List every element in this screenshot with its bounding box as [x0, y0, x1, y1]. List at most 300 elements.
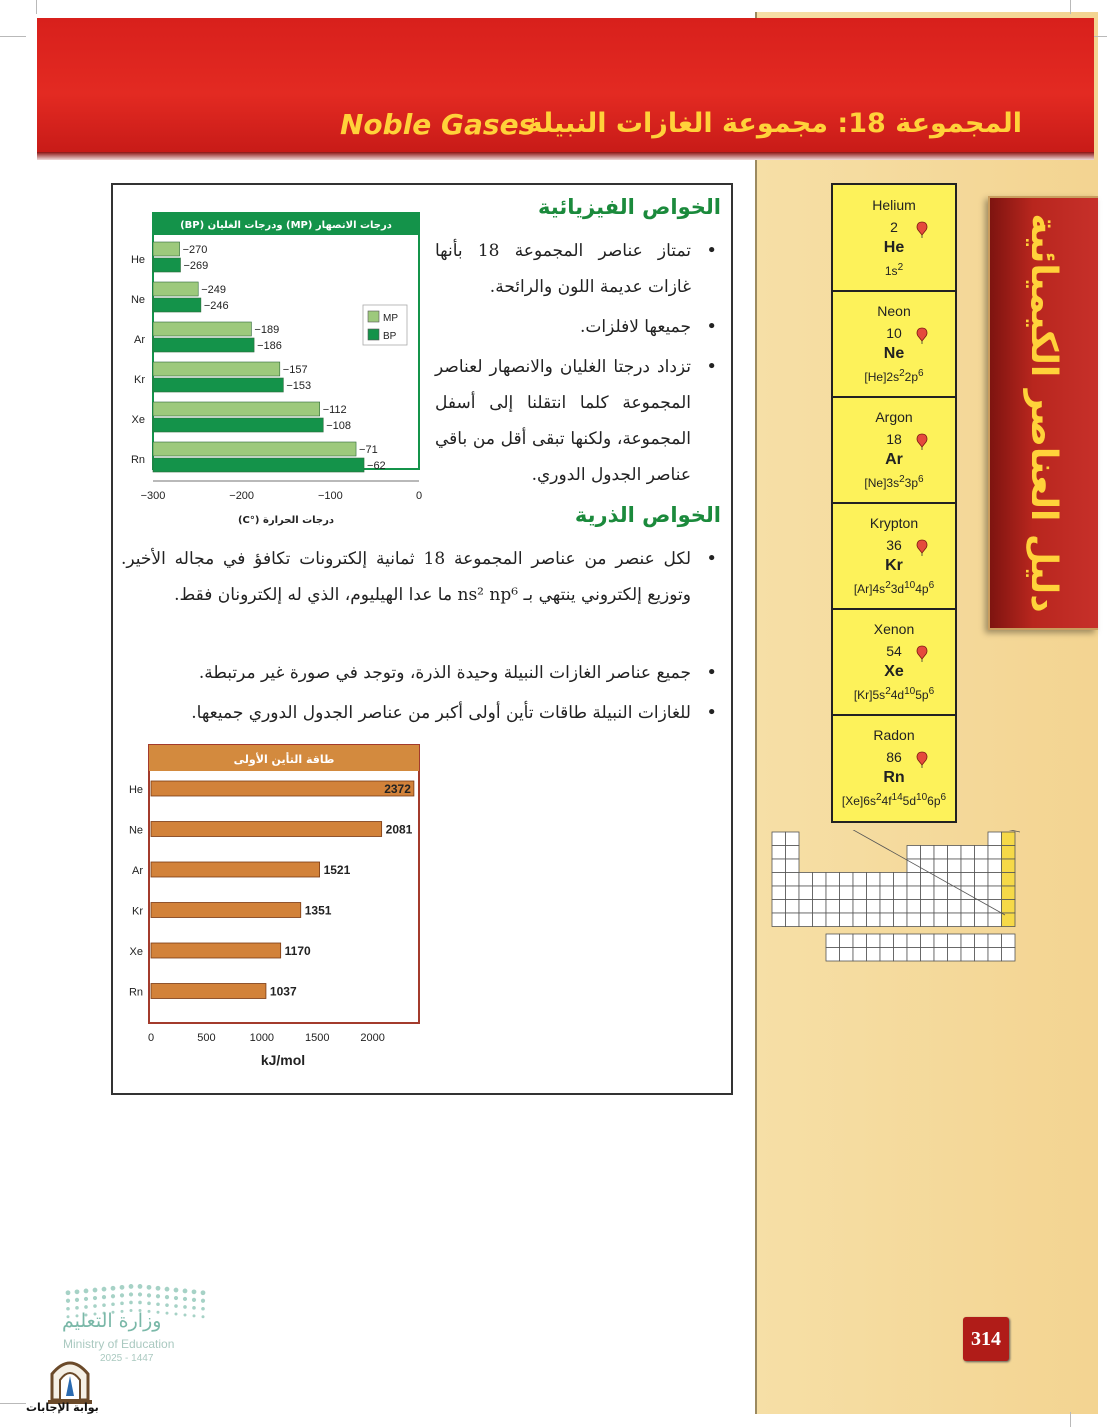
logo-dot — [84, 1289, 89, 1294]
periodic-cell — [1002, 886, 1016, 900]
logo-dot — [93, 1288, 98, 1293]
logo-dot — [129, 1301, 133, 1305]
chart-title: درجات الانصهار (MP) ودرجات الغليان (BP) — [180, 220, 392, 231]
periodic-cell — [961, 886, 975, 900]
element-column — [831, 183, 957, 823]
periodic-cell — [880, 886, 894, 900]
chart-bar-bp — [153, 418, 323, 432]
gas-balloon-icon — [915, 433, 929, 451]
chart-bar — [151, 943, 281, 958]
periodic-cell — [840, 948, 854, 962]
periodic-cell — [880, 934, 894, 948]
legend-swatch-bp — [368, 329, 379, 340]
atomic-bullet — [121, 655, 717, 691]
periodic-cell — [934, 934, 948, 948]
logo-dot — [102, 1303, 106, 1307]
chart-tick-label: 0 — [415, 490, 423, 502]
logo-dot — [111, 1286, 116, 1291]
periodic-cell — [934, 948, 948, 962]
element-name: Xenon — [873, 621, 915, 637]
periodic-cell — [961, 934, 975, 948]
bullet-dot: • — [706, 662, 717, 683]
bullet-text: تزداد درجتا الغليان والانصهار لعناصر المجموعة كلما انتقلنا إلى أسفل المجموعة، ولكنها تبقى أقل من باقي عناصر الجدول الدوري. — [435, 357, 691, 485]
periodic-cell — [840, 913, 854, 927]
periodic-cell — [1002, 859, 1016, 873]
chart-data-label: −189 — [254, 324, 280, 336]
logo-dot — [174, 1304, 178, 1308]
element-configuration: $[Kr]5s^24d^{10}5p^6$ — [853, 686, 935, 702]
chart-tick-label: 0 — [147, 1032, 155, 1044]
gas-balloon-icon — [915, 539, 929, 557]
element-name: Krypton — [869, 515, 919, 531]
chart-bar-bp — [153, 258, 180, 272]
periodic-cell — [988, 886, 1002, 900]
chart-bar-bp — [153, 458, 364, 472]
periodic-cell — [772, 873, 786, 887]
logo-dot — [192, 1306, 196, 1310]
ministry-name-arabic: وزارة التعليم — [62, 1310, 162, 1332]
periodic-cell — [867, 886, 881, 900]
periodic-cell — [934, 859, 948, 873]
chart-category-label: He — [128, 784, 143, 796]
periodic-cell — [907, 900, 921, 914]
chart-bar-bp — [153, 338, 254, 352]
chart-category-label: Ar — [134, 334, 145, 346]
periodic-cell — [786, 886, 800, 900]
logo-dot — [138, 1301, 142, 1305]
header-title-arabic: المجموعة 18: مجموعة الغازات النبيلة — [526, 108, 1022, 139]
chart-data-label: −246 — [203, 300, 229, 312]
chart-data-label: 1351 — [304, 903, 332, 918]
periodic-cell — [826, 913, 840, 927]
chart-legend — [363, 305, 407, 345]
chart-data-label: 1037 — [269, 984, 297, 999]
periodic-cell — [988, 913, 1002, 927]
periodic-cell — [948, 900, 962, 914]
periodic-cell — [934, 886, 948, 900]
logo-dot — [111, 1302, 115, 1306]
chart-tick-label: 2000 — [360, 1032, 385, 1044]
logo-dot — [102, 1295, 106, 1299]
chart-tick-label: −200 — [229, 490, 255, 502]
logo-dot — [192, 1298, 196, 1302]
ministry-name-english: Ministry of Education — [63, 1337, 175, 1351]
periodic-cell — [772, 832, 786, 846]
periodic-cell — [786, 900, 800, 914]
periodic-cell — [786, 873, 800, 887]
chart-data-label: −270 — [182, 244, 208, 256]
crop-mark — [0, 1403, 26, 1404]
chart-bar — [151, 862, 320, 877]
element-symbol: Kr — [885, 557, 903, 574]
logo-dot — [165, 1303, 169, 1307]
periodic-cell — [907, 913, 921, 927]
logo-dot — [120, 1285, 125, 1290]
element-configuration: $[Xe]6s^24f^{14}5d^{10}6p^6$ — [841, 792, 947, 808]
element-symbol: Ar — [885, 451, 903, 468]
periodic-cell — [921, 846, 935, 860]
periodic-cell — [867, 913, 881, 927]
atomic-properties-title: الخواص الذرية — [574, 503, 721, 527]
periodic-cell — [907, 934, 921, 948]
periodic-cell — [813, 886, 827, 900]
periodic-cell — [853, 886, 867, 900]
periodic-cell — [948, 948, 962, 962]
chart-data-label: −157 — [282, 364, 308, 376]
crop-mark — [0, 36, 26, 37]
periodic-cell — [961, 846, 975, 860]
periodic-cell — [921, 913, 935, 927]
bullet-dot: • — [706, 240, 717, 261]
periodic-cell — [948, 846, 962, 860]
periodic-cell — [826, 886, 840, 900]
logo-dot — [75, 1298, 79, 1302]
periodic-cell — [1002, 913, 1016, 927]
chart-data-label: 2372 — [384, 782, 411, 796]
periodic-cell — [975, 846, 989, 860]
periodic-cell — [961, 913, 975, 927]
periodic-table-thumbnail — [770, 830, 1020, 965]
periodic-cell — [826, 934, 840, 948]
element-configuration: $1s^2$ — [884, 262, 904, 278]
chart-category-label: Rn — [130, 454, 145, 466]
logo-dot — [84, 1297, 88, 1301]
periodic-cell — [867, 934, 881, 948]
periodic-cell — [772, 900, 786, 914]
logo-dot — [84, 1305, 88, 1309]
logo-dot — [193, 1314, 196, 1317]
crop-mark — [1070, 0, 1071, 14]
chart-data-label: −108 — [326, 420, 352, 432]
chart-category-label: He — [130, 254, 145, 266]
periodic-cell — [894, 913, 908, 927]
content-box — [111, 183, 733, 1095]
element-symbol: Xe — [884, 663, 904, 680]
periodic-cell — [921, 934, 935, 948]
element-name: Helium — [872, 197, 916, 213]
periodic-cell — [799, 900, 813, 914]
periodic-cell — [1002, 900, 1016, 914]
logo-dot — [66, 1290, 71, 1295]
crop-mark — [1070, 1412, 1071, 1427]
element-cell-xe — [833, 609, 955, 716]
bullet-dot: • — [706, 316, 717, 337]
gas-balloon-icon — [915, 751, 929, 769]
bullet-text: لكل عنصر من عناصر المجموعة 18 ثمانية إلكترونات تكافؤ في مجاله الأخير. وتوزيع إلكتروني ينتهي بـ ns² np⁶ ما عدا الهيليوم، الذي له إلكترونان فقط. — [121, 549, 691, 605]
periodic-cell — [961, 948, 975, 962]
periodic-cell — [988, 948, 1002, 962]
logo-dot — [102, 1287, 107, 1292]
legend-label-bp: BP — [383, 331, 397, 342]
logo-dot — [120, 1302, 124, 1306]
periodic-cell — [826, 873, 840, 887]
header-shadow — [37, 152, 1094, 160]
periodic-cell — [921, 859, 935, 873]
periodic-cell — [880, 873, 894, 887]
logo-dot — [138, 1292, 142, 1296]
periodic-cell — [853, 948, 867, 962]
periodic-cell — [786, 913, 800, 927]
periodic-cell — [988, 859, 1002, 873]
element-cell-ar — [833, 397, 955, 504]
periodic-cell — [786, 846, 800, 860]
periodic-cell — [907, 846, 921, 860]
atomic-bullet — [121, 695, 717, 731]
gas-balloon-icon — [915, 645, 929, 663]
bullet-dot: • — [706, 356, 717, 377]
periodic-cell — [826, 900, 840, 914]
periodic-cell — [1002, 948, 1016, 962]
periodic-cell — [975, 948, 989, 962]
periodic-cell — [786, 859, 800, 873]
periodic-cell — [894, 934, 908, 948]
logo-dot — [147, 1285, 152, 1290]
logo-dot — [201, 1307, 205, 1311]
periodic-cell — [975, 913, 989, 927]
periodic-cell — [975, 934, 989, 948]
logo-dot — [202, 1315, 205, 1318]
periodic-cell — [975, 886, 989, 900]
gas-balloon-icon — [915, 327, 929, 345]
element-number: 18 — [886, 431, 902, 447]
element-name: Radon — [873, 727, 915, 743]
logo-dot — [174, 1296, 178, 1300]
periodic-cell — [894, 948, 908, 962]
periodic-cell — [921, 873, 935, 887]
periodic-cell — [867, 873, 881, 887]
periodic-cell — [772, 846, 786, 860]
chart-category-label: Ar — [132, 865, 143, 877]
periodic-cell — [880, 948, 894, 962]
bullet-dot: • — [706, 702, 717, 723]
logo-dot — [147, 1293, 151, 1297]
bullet-text: جميع عناصر الغازات النبيلة وحيدة الذرة، وتوجد في صورة غير مرتبطة. — [198, 663, 691, 683]
periodic-cell — [921, 900, 935, 914]
periodic-cell — [1002, 934, 1016, 948]
periodic-cell — [867, 948, 881, 962]
logo-dot — [93, 1296, 97, 1300]
bullet-dot: • — [706, 548, 717, 569]
periodic-cell — [988, 934, 1002, 948]
periodic-cell — [921, 948, 935, 962]
periodic-cell — [840, 900, 854, 914]
chart-category-label: Xe — [131, 414, 145, 426]
chart-data-label: −71 — [359, 444, 378, 456]
bullet-text: جميعها لافلزات. — [579, 317, 691, 337]
periodic-cell — [840, 934, 854, 948]
periodic-cell — [988, 832, 1002, 846]
chart-xlabel: درجات الحرارة (°C) — [237, 515, 335, 526]
element-name: Neon — [877, 303, 911, 319]
periodic-cell — [1002, 832, 1016, 846]
chart-data-label: 1170 — [284, 944, 311, 958]
logo-dot — [111, 1294, 115, 1298]
periodic-cell — [907, 873, 921, 887]
bullet-text: للغازات النبيلة طاقات تأين أولى أكبر من عناصر الجدول الدوري جميعها. — [191, 703, 691, 723]
element-number: 54 — [886, 643, 902, 659]
logo-dot — [184, 1313, 187, 1316]
periodic-cell — [934, 913, 948, 927]
periodic-cell — [853, 900, 867, 914]
chart-title: طاقة التأين الأولى — [233, 753, 335, 766]
element-name: Argon — [875, 409, 913, 425]
logo-dot — [156, 1286, 161, 1291]
element-symbol: Ne — [883, 345, 905, 362]
header-title-english: Noble Gases — [340, 108, 536, 141]
physical-properties-title: الخواص الفيزيائية — [538, 195, 721, 219]
chart-tick-label: −300 — [140, 490, 166, 502]
periodic-cell — [880, 913, 894, 927]
periodic-cell — [975, 859, 989, 873]
periodic-cell — [961, 900, 975, 914]
periodic-cell — [813, 900, 827, 914]
periodic-cell — [961, 873, 975, 887]
chart-bar-mp — [153, 242, 180, 256]
periodic-cell — [826, 948, 840, 962]
chart-category-label: Ne — [128, 824, 143, 837]
page-number: 314 — [963, 1317, 1009, 1361]
periodic-cell — [988, 846, 1002, 860]
periodic-cell — [853, 934, 867, 948]
side-tab-label: دليل العناصر الكيميائية — [1023, 213, 1065, 613]
chart-data-label: −269 — [183, 260, 209, 272]
logo-dot — [183, 1297, 187, 1301]
element-symbol: He — [883, 239, 905, 256]
periodic-cell — [772, 859, 786, 873]
logo-dot — [192, 1289, 197, 1294]
chart-bar — [151, 903, 301, 918]
logo-dot — [165, 1295, 169, 1299]
periodic-cell — [840, 886, 854, 900]
chart-bar-mp — [153, 362, 280, 376]
logo-dot — [93, 1304, 97, 1308]
chart-tick-label: −100 — [317, 490, 343, 502]
element-cell-rn — [833, 715, 955, 820]
chart-tick-label: 500 — [197, 1032, 216, 1044]
periodic-cell — [894, 900, 908, 914]
periodic-cell — [948, 886, 962, 900]
logo-dot — [129, 1292, 133, 1296]
chart-data-label: −153 — [286, 380, 312, 392]
chart-tick-label: 1000 — [249, 1032, 275, 1044]
physical-bullet — [435, 309, 717, 345]
chart-bar-mp — [153, 442, 356, 456]
chart-xlabel: kJ/mol — [260, 1052, 306, 1068]
periodic-cell — [934, 900, 948, 914]
periodic-cell — [975, 873, 989, 887]
periodic-cell — [961, 859, 975, 873]
chart-category-label: Ne — [130, 294, 145, 306]
legend-swatch-mp — [368, 311, 379, 322]
logo-dot — [183, 1305, 187, 1309]
chart-bar-mp — [153, 282, 198, 296]
chart-category-label: Rn — [128, 986, 143, 999]
periodic-cell — [799, 913, 813, 927]
answers-gate-label: بوابة الإجابات — [26, 1401, 99, 1414]
element-configuration: $[He]2s^22p^6$ — [864, 368, 924, 384]
periodic-cell — [1002, 846, 1016, 860]
periodic-cell — [894, 873, 908, 887]
element-configuration: $[Ar]4s^23d^{10}4p^6$ — [853, 580, 935, 596]
logo-dot — [166, 1312, 169, 1315]
periodic-cell — [1002, 873, 1016, 887]
periodic-cell — [907, 886, 921, 900]
periodic-cell — [799, 886, 813, 900]
chart-tick-label: 1500 — [305, 1032, 330, 1044]
chart-data-label: −62 — [367, 460, 386, 472]
logo-dot — [165, 1287, 170, 1292]
bullet-text: تمتاز عناصر المجموعة 18 بأنها غازات عديمة اللون والرائحة. — [435, 241, 691, 297]
ionization-energy-chart — [127, 741, 427, 1081]
periodic-cell — [813, 913, 827, 927]
logo-dot — [66, 1299, 70, 1303]
chart-bar — [151, 822, 382, 837]
chart-data-label: −112 — [322, 404, 347, 416]
periodic-cell — [988, 873, 1002, 887]
periodic-cell — [772, 886, 786, 900]
legend-label-mp: MP — [383, 313, 398, 324]
periodic-cell — [948, 934, 962, 948]
melting-boiling-chart — [127, 209, 427, 539]
logo-dot — [129, 1284, 134, 1289]
periodic-cell — [948, 913, 962, 927]
chart-bar-mp — [153, 402, 320, 416]
chart-data-label: 2081 — [385, 822, 413, 837]
periodic-cell — [934, 846, 948, 860]
logo-dot — [201, 1290, 206, 1295]
chart-category-label: Kr — [132, 905, 143, 918]
logo-dot — [201, 1299, 205, 1303]
chart-data-label: 1521 — [323, 863, 351, 877]
periodic-cell — [799, 873, 813, 887]
logo-dot — [174, 1288, 179, 1293]
logo-dot — [75, 1289, 80, 1294]
periodic-cell — [853, 913, 867, 927]
element-number: 36 — [886, 537, 902, 553]
logo-dot — [120, 1293, 124, 1297]
logo-dot — [156, 1294, 160, 1298]
chart-data-label: −249 — [201, 284, 227, 296]
chart-bar — [151, 984, 266, 999]
periodic-cell — [894, 886, 908, 900]
logo-dot — [138, 1284, 143, 1289]
chart-category-label: Xe — [129, 946, 143, 958]
element-number: 2 — [890, 219, 898, 235]
chart-bar-mp — [153, 322, 251, 336]
logo-dot — [156, 1302, 160, 1306]
periodic-cell — [840, 873, 854, 887]
element-cell-kr — [833, 503, 955, 610]
element-number: 86 — [886, 749, 902, 765]
chart-bar-bp — [153, 298, 201, 312]
chart-bar-bp — [153, 378, 283, 392]
atomic-bullet — [121, 541, 717, 613]
periodic-cell — [813, 873, 827, 887]
logo-dot — [175, 1313, 178, 1316]
ministry-year: 2025 - 1447 — [100, 1353, 154, 1364]
periodic-cell — [772, 913, 786, 927]
chart-category-label: Kr — [134, 374, 145, 386]
element-configuration: $[Ne]3s^23p^6$ — [864, 474, 924, 490]
periodic-cell — [921, 886, 935, 900]
side-tab — [988, 196, 1098, 630]
periodic-cell — [867, 900, 881, 914]
physical-bullet — [435, 233, 717, 305]
element-cell-he — [833, 185, 955, 292]
crop-mark — [36, 0, 37, 14]
element-cell-ne — [833, 291, 955, 398]
periodic-cell — [853, 873, 867, 887]
